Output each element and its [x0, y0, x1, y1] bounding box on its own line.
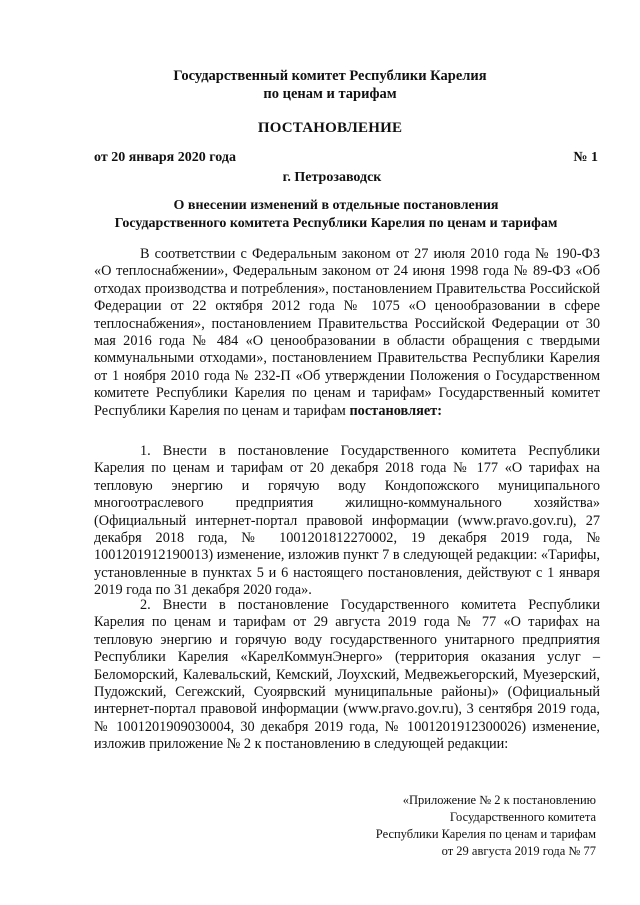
document-subject-line2: Государственного комитета Республики Карелия по ценам и тарифам	[114, 216, 558, 231]
document-number: № 1	[573, 150, 598, 165]
clause-1-text: 1. Внести в постановление Государственного комитета Республики Карелия по ценам и тарифам от 20 декабря 2018 года № 177 «О тарифах на тепловую энергию и горячую воду Кондопожского муниципального многоотраслевого предприятия жилищно-коммунального хозяйства» (Официальный интернет-портал правовой информации (www.pravo.gov.ru), 27 декабря 2018 года, № 1001201812270002, 19 декабря 2019 года, № 1001201912190013) изменение, изложив пункт 7 в следующей редакции: «Тарифы, установленные в пунктах 5 и 6 настоящего постановления, действуют с 1 января 2019 года по 31 декабря 2020 года».	[94, 443, 600, 599]
clause-2-text: 2. Внести в постановление Государственного комитета Республики Карелия по ценам и тарифам от 29 августа 2019 года № 77 «О тарифах на тепловую энергию и горячую воду государственного унитарного предприятия Республики Карелия «КарелКоммунЭнерго» (территория оказания услуг – Беломорский, Калевальский, Кемский, Лоухский, Медвежьегорский, Муезерский, Пудожский, Сегежский, Суоярвский муниципальные районы)» (Официальный интернет-портал правовой информации (www.pravo.gov.ru), 3 сентября 2019 года, № 1001201909030004, 30 декабря 2019 года, № 1001201912300026) изменение, изложив приложение № 2 к постановлению в следующей редакции:	[94, 597, 600, 753]
clause-2	[94, 597, 600, 754]
clause-1	[94, 443, 600, 600]
document-city: г. Петрозаводск	[282, 170, 382, 185]
document-type-title: ПОСТАНОВЛЕНИЕ	[257, 120, 403, 136]
document-date: от 20 января 2020 года	[94, 150, 236, 165]
appendix-line2: Государственного комитета	[449, 810, 596, 824]
appendix-line4: от 29 августа 2019 года № 77	[441, 844, 596, 858]
document-subject-line1: О внесении изменений в отдельные постановления	[173, 198, 499, 213]
preamble-text: В соответствии с Федеральным законом от 27 июля 2010 года № 190-ФЗ «О теплоснабжении», Федеральным законом от 24 июня 1998 года № 89-ФЗ «Об отходах производства и потребления», постановлением Правительства Российской Федерации от 22 октября 2012 года № 1075 «О ценообразовании в сфере теплоснабжения», постановлением Правительства Российской Федерации от 30 мая 2016 года № 484 «О ценообразовании в области обращения с твердыми коммунальными отходами», постановлением Правительства Республики Карелия от 1 ноября 2010 года № 232-П «Об утверждении Положения о Государственном комитете Республики Карелия по ценам и тарифам» Государственный комитет Республики Карелия по ценам и тарифам	[94, 246, 600, 419]
appendix-line1: «Приложение № 2 к постановлению	[402, 793, 596, 807]
appendix-line3: Республики Карелия по ценам и тарифам	[375, 827, 596, 841]
organization-name-line2: по ценам и тарифам	[263, 86, 397, 102]
resolution-verb: постановляет:	[349, 402, 442, 419]
organization-name-line1: Государственный комитет Республики Карелия	[173, 68, 487, 84]
appendix-reference-block	[296, 792, 596, 860]
preamble-paragraph	[94, 246, 600, 420]
